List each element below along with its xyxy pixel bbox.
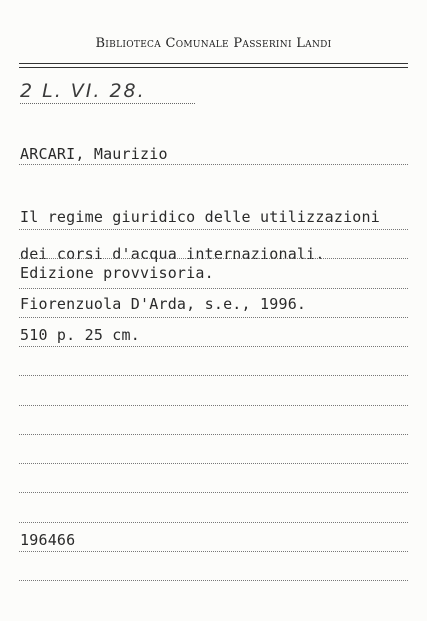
ruled-line: [19, 375, 408, 376]
ruled-line: [19, 258, 408, 259]
edition: Edizione provvisoria.: [20, 264, 214, 282]
ruled-line: [19, 346, 408, 347]
ruled-line: [19, 288, 408, 289]
library-header: Biblioteca Comunale Passerini Landi: [95, 36, 332, 51]
title-line-2: dei corsi d'acqua internazionali.: [20, 245, 325, 263]
imprint: Fiorenzuola D'Arda, s.e., 1996.: [20, 295, 307, 313]
header-rule-top: [19, 63, 408, 64]
shelfmark-line: [20, 103, 195, 104]
collation: 510 p. 25 cm.: [20, 326, 140, 344]
inventory-number: 196466: [20, 531, 76, 549]
ruled-line: [19, 164, 408, 165]
ruled-line: [19, 405, 408, 406]
ruled-line: [19, 434, 408, 435]
ruled-line: [19, 492, 408, 493]
ruled-line: [19, 522, 408, 523]
author: ARCARI, Maurizio: [20, 145, 168, 163]
ruled-line: [19, 317, 408, 318]
title-line-1: Il regime giuridico delle utilizzazioni: [20, 208, 380, 226]
header-rule-bottom: [19, 67, 408, 68]
ruled-line: [19, 580, 408, 581]
ruled-line: [19, 551, 408, 552]
ruled-line: [19, 463, 408, 464]
ruled-line: [19, 229, 408, 230]
shelfmark: 2 L. VI. 28.: [20, 80, 146, 102]
